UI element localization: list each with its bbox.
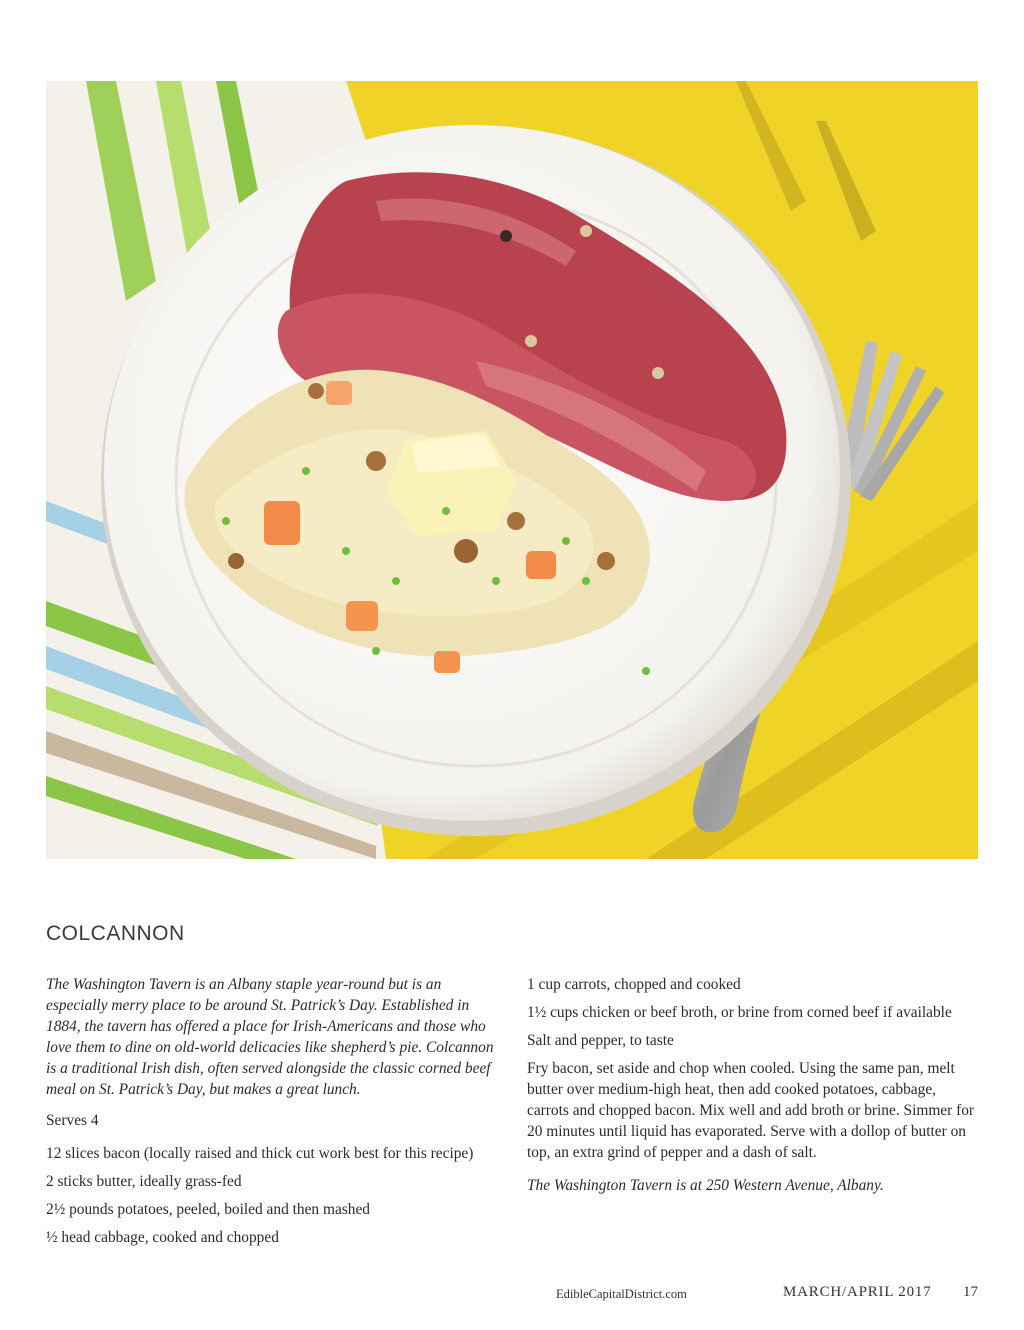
ingredient-item: 2 sticks butter, ideally grass-fed — [46, 1173, 242, 1190]
recipe-right-column — [527, 974, 977, 1196]
ingredient-item: Salt and pepper, to taste — [527, 1032, 674, 1049]
recipe-left-column — [46, 974, 506, 1255]
colcannon-corned-beef-photo-icon — [46, 81, 978, 859]
footer-website: EdibleCapitalDistrict.com — [556, 1287, 687, 1301]
recipe-photo — [46, 81, 978, 859]
recipe-title: COLCANNON — [46, 922, 185, 945]
ingredient-item: 2½ pounds potatoes, peeled, boiled and then mashed — [46, 1201, 370, 1218]
recipe-intro: The Washington Tavern is an Albany staple year-round but is an especially merry place to be around St. Patrick’s Day. Established in 1884, the tavern has offered a place for Irish-Americans and those who love them to dine on old-world delicacies like shepherd’s pie. Colcannon is a traditional Irish dish, often served alongside the classic corned beef meal on St. Patrick’s Day, but makes a great lunch. — [46, 976, 494, 1098]
ingredient-item: 1½ cups chicken or beef broth, or brine from corned beef if available — [527, 1004, 952, 1021]
ingredient-item: 1 cup carrots, chopped and cooked — [527, 976, 741, 993]
ingredient-item: 12 slices bacon (locally raised and thick cut work best for this recipe) — [46, 1145, 474, 1162]
footer-page-number: 17 — [963, 1284, 978, 1300]
ingredient-item: ½ head cabbage, cooked and chopped — [46, 1229, 279, 1246]
footer-issue-date: MARCH/APRIL 2017 — [783, 1284, 932, 1300]
recipe-directions: Fry bacon, set aside and chop when cooled. Using the same pan, melt butter over medium-high heat, then add cooked potatoes, cabbage, carrots and chopped bacon. Mix well and add broth or brine. Simmer for 20 minutes until liquid has evaporated. Serve with a dollop of butter on top, an extra grind of pepper and a dash of salt. — [527, 1060, 975, 1161]
recipe-serves: Serves 4 — [46, 1112, 99, 1129]
restaurant-address: The Washington Tavern is at 250 Western Avenue, Albany. — [527, 1177, 884, 1194]
